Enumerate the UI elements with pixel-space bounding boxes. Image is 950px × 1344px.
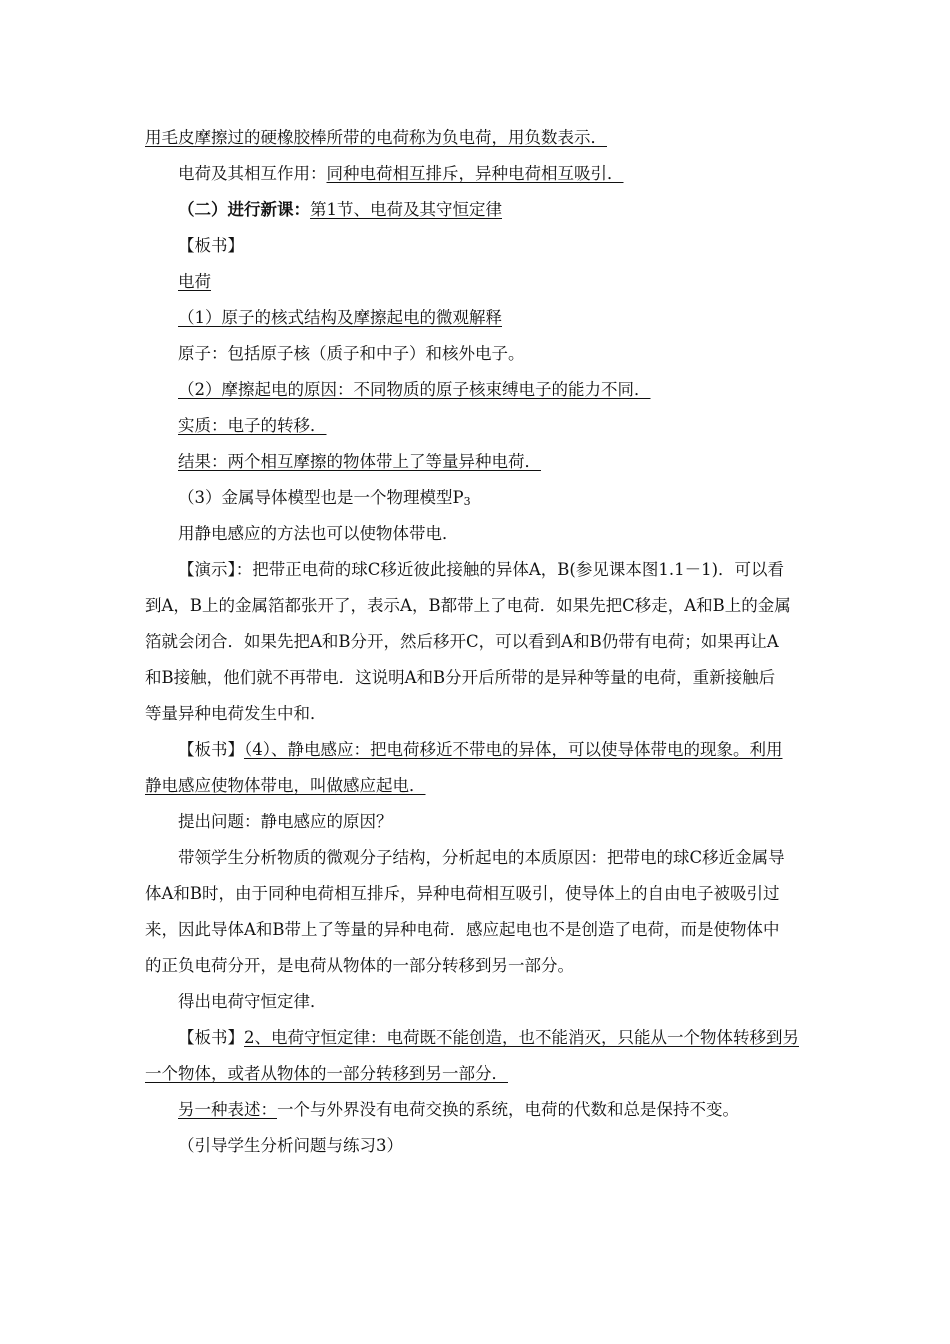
section-title: 第1节、电荷及其守恒定律 [310,200,502,219]
board-note-heading [0,235,950,257]
analysis-line-1 [0,847,950,869]
topic-charge [0,271,950,293]
text-metal-conductor-model: （3）金属导体模型也是一个物理模型P [178,488,464,507]
demo-text-5: 等量异种电荷发生中和． [145,704,327,723]
question-text: 提出问题：静电感应的原因？ [178,812,393,831]
item-atomic-structure-text: （1）原子的核式结构及摩擦起电的微观解释 [178,308,502,327]
analysis-line-4 [0,955,950,977]
paragraph-induction-method [0,523,950,545]
paragraph-result [0,451,950,473]
board-note-label-conservation: 【板书】 [178,1028,244,1047]
paragraph-essence [0,415,950,437]
paragraph-atom [0,343,950,365]
label-charge-interaction: 电荷及其相互作用： [178,164,327,183]
demo-line-5 [0,703,950,725]
board-note-induction-2 [0,775,950,797]
text-result: 结果：两个相互摩擦的物体带上了等量异种电荷． [178,452,541,471]
board-note-conservation-1 [0,1027,950,1049]
board-note-conservation-2 [0,1063,950,1085]
item-atomic-structure [0,307,950,329]
page-ref-subscript: 3 [463,495,471,508]
demo-line-1 [0,559,950,581]
board-note-label: 【板书】 [178,236,244,255]
analysis-text-3: 来，因此导体A和B带上了等量的异种电荷．感应起电也不是创造了电荷，而是使物体中 [145,920,780,939]
board-note-induction-1 [0,739,950,761]
topic-charge-text: 电荷 [178,272,211,291]
demo-line-3 [0,631,950,653]
analysis-text-2: 体A和B时，由于同种电荷相互排斥，异种电荷相互吸引，使导体上的自由电子被吸引过 [145,884,780,903]
text-friction-cause: （2）摩擦起电的原因：不同物质的原子核束缚电子的能力不同． [178,380,651,399]
item-friction-cause [0,379,950,401]
text-atom: 原子：包括原子核（质子和中子）和核外电子。 [178,344,525,363]
conclusion-line [0,991,950,1013]
text-charge-interaction: 同种电荷相互排斥，异种电荷相互吸引． [326,164,624,183]
item-metal-conductor-model [0,487,950,513]
demo-text-4: 和B接触，他们就不再带电．这说明A和B分开后所带的是异种等量的电荷，重新接触后 [145,668,776,687]
text-conservation-law-2: 一个物体，或者从物体的一部分转移到另一部分． [145,1064,508,1083]
conclusion-text: 得出电荷守恒定律． [178,992,327,1011]
demo-text-2: 到A，B上的金属箔都张开了，表示A，B都带上了电荷．如果先把C移走，A和B上的金属 [145,596,791,615]
text-negative-charge: 用毛皮摩擦过的硬橡胶棒所带的电荷称为负电荷，用负数表示． [145,128,607,147]
demo-line-4 [0,667,950,689]
demo-text-3: 箔就会闭合．如果先把A和B分开，然后移开C，可以看到A和B仍带有电荷；如果再让A [145,632,779,651]
analysis-text-1: 带领学生分析物质的微观分子结构，分析起电的本质原因：把带电的球C移近金属导 [178,848,785,867]
paragraph-charge-interaction [0,163,950,185]
board-note-label-induction: 【板书】 [178,740,244,759]
analysis-line-2 [0,883,950,905]
alternate-statement [0,1099,950,1121]
demo-line-2 [0,595,950,617]
analysis-text-4: 的正负电荷分开，是电荷从物体的一部分转移到另一部分。 [145,956,574,975]
section-label: （二）进行新课： [178,200,310,219]
alternate-statement-text: 一个与外界没有电荷交换的系统，电荷的代数和总是保持不变。 [277,1100,739,1119]
question-line [0,811,950,833]
exercise-note-text: （引导学生分析问题与练习3） [178,1136,403,1155]
section-heading [0,199,950,221]
text-induction-definition-2: 静电感应使物体带电，叫做感应起电． [145,776,426,795]
exercise-note [0,1135,950,1157]
text-induction-method: 用静电感应的方法也可以使物体带电． [178,524,459,543]
text-induction-definition-1: （4）、静电感应：把电荷移近不带电的异体，可以使导体带电的现象。利用 [244,740,783,759]
alternate-statement-label: 另一种表述： [178,1100,277,1119]
analysis-line-3 [0,919,950,941]
text-conservation-law-1: 2、电荷守恒定律：电荷既不能创造，也不能消灭，只能从一个物体转移到另 [244,1028,799,1047]
demo-text-1: 【演示】：把带正电荷的球C移近彼此接触的异体A，B(参见课本图1.1－1)．可以看 [178,560,785,579]
paragraph-negative-charge [0,127,950,149]
text-essence: 实质：电子的转移． [178,416,327,435]
